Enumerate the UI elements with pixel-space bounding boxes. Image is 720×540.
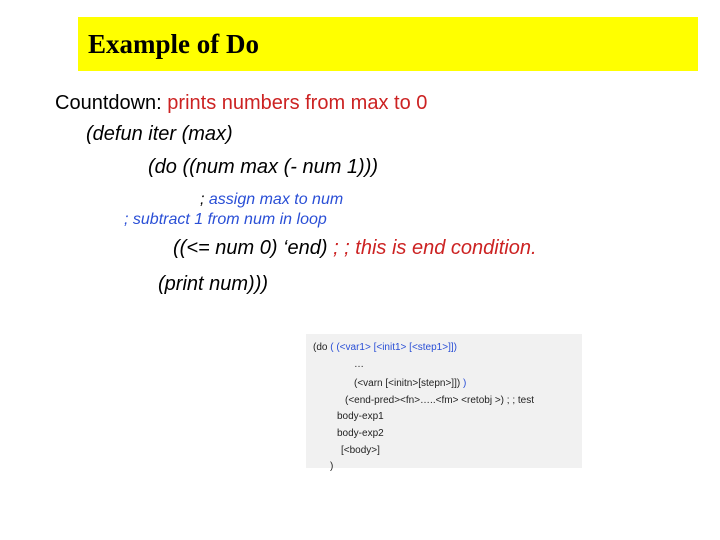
syntax-line-8: ) xyxy=(330,461,334,472)
syntax-close-paren: ) xyxy=(462,378,467,389)
end-condition-line xyxy=(173,237,537,260)
title-bar xyxy=(78,17,698,71)
syntax-line-5: body-exp1 xyxy=(337,411,384,422)
syntax-line-7: [<body>] xyxy=(341,445,380,456)
comment-subtract-line: ; subtract 1 from num in loop xyxy=(124,211,327,228)
syntax-line-4 xyxy=(345,395,534,406)
do-line: (do ((num max (- num 1))) xyxy=(148,156,379,178)
comment-assign-text: assign max to num xyxy=(204,191,344,208)
syntax-test-comment: ; ; test xyxy=(503,395,534,406)
comment-assign-line xyxy=(200,191,343,209)
slide-title: Example of Do xyxy=(88,29,259,59)
syntax-line-2: … xyxy=(354,359,364,370)
countdown-description: prints numbers from max to 0 xyxy=(167,92,428,114)
defun-line: (defun iter (max) xyxy=(86,123,233,145)
syntax-line-6: body-exp2 xyxy=(337,428,384,439)
print-line: (print num))) xyxy=(158,273,269,295)
end-condition-comment: ; ; this is end condition. xyxy=(327,237,537,259)
syntax-do-keyword: (do xyxy=(313,342,331,353)
syntax-end-pred: (<end-pred><fn>…..<fm> <retobj >) xyxy=(345,395,504,406)
syntax-var1: ( (<var1> [<init1> [<step1>]]) xyxy=(330,342,457,353)
comment-semicolon: ; xyxy=(200,191,205,208)
countdown-label: Countdown: xyxy=(55,92,168,114)
syntax-line-3 xyxy=(354,378,466,389)
syntax-line-1 xyxy=(313,342,457,353)
countdown-line xyxy=(55,92,427,115)
end-condition-code: ((<= num 0) ‘end) xyxy=(173,237,328,259)
do-syntax-box xyxy=(306,334,582,472)
syntax-varn: (<varn [<initn>[stepn>]]) xyxy=(354,378,463,389)
